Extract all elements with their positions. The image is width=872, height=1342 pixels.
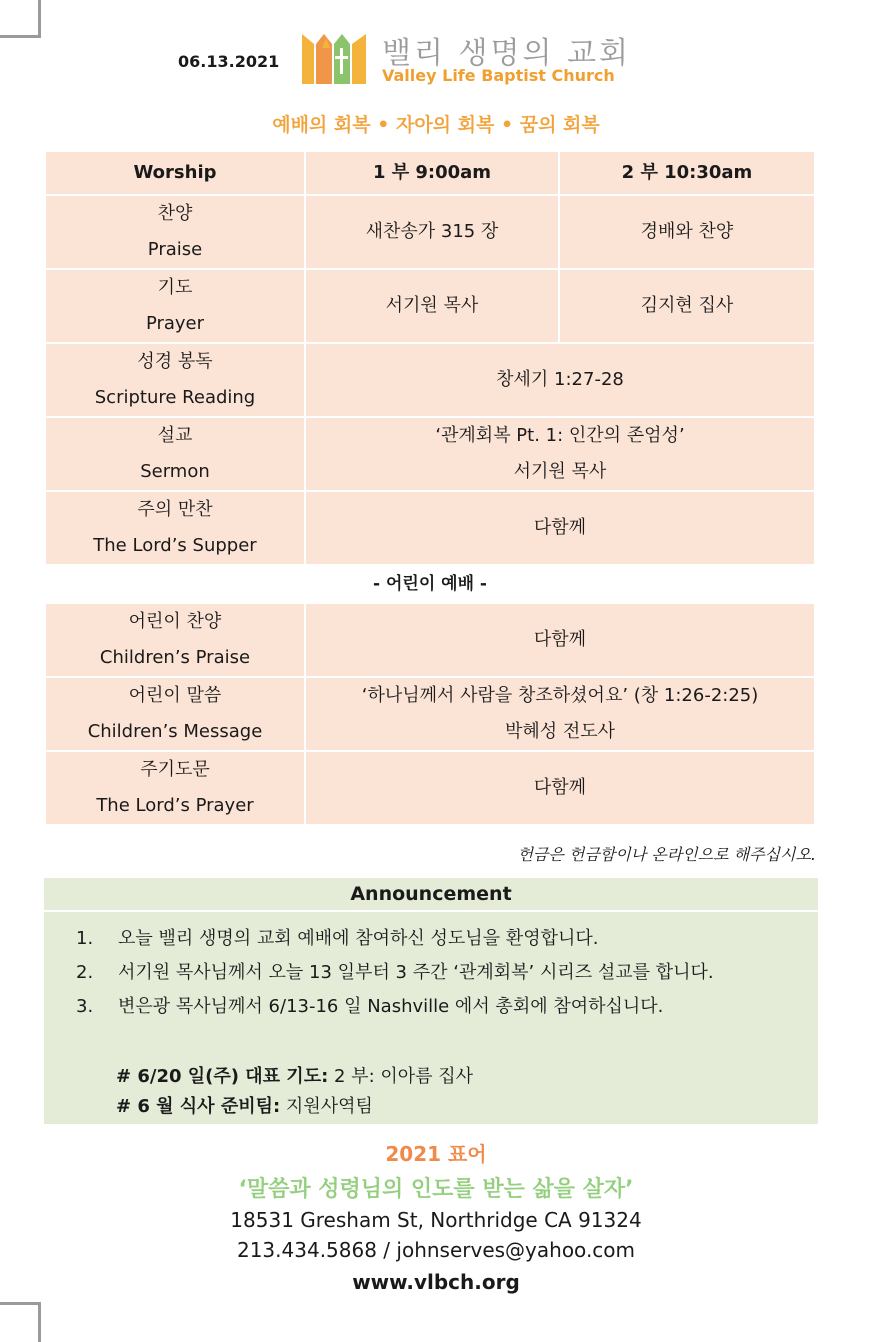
second-service-cell: 김지현 집사: [559, 269, 815, 343]
crop-mark-top-horizontal: [0, 35, 41, 38]
order-label-en: Children’s Message: [87, 721, 263, 742]
announcement-list: [76, 922, 816, 1024]
combined-service-cell: [305, 677, 815, 751]
sermon-title: ‘관계회복 Pt. 1: 인간의 존엄성’: [435, 425, 685, 446]
crop-mark-bottom-vertical: [38, 1302, 41, 1342]
announcement-title: Announcement: [44, 878, 818, 910]
order-label-en: The Lord’s Prayer: [96, 795, 254, 816]
header-second-service: 2 부 10:30am: [559, 151, 815, 195]
children-message-title: ‘하나님께서 사람을 창조하셨어요’ (창 1:26-2:25): [361, 685, 759, 706]
table-header-row: [45, 151, 815, 195]
theme-banner: 예배의 회복 • 자아의 회복 • 꿈의 회복: [272, 114, 600, 136]
order-label-ko: 성경 봉독: [137, 351, 213, 372]
order-label-ko: 기도: [157, 277, 193, 298]
header-first-service: 1 부 9:00am: [305, 151, 559, 195]
announcement-extra: [116, 1062, 473, 1122]
church-name-korean: 밸리 생명의 교회: [382, 36, 631, 71]
second-service-cell: 경배와 찬양: [559, 195, 815, 269]
order-label: [45, 603, 305, 677]
header-worship: Worship: [45, 151, 305, 195]
children-message-speaker: 박혜성 전도사: [504, 721, 616, 742]
table-row: [45, 603, 815, 677]
list-item-number: 3.: [76, 996, 94, 1017]
crop-mark-bottom-horizontal: [0, 1302, 41, 1305]
first-service-cell: 서기원 목사: [305, 269, 559, 343]
order-label-ko: 어린이 말씀: [128, 685, 222, 706]
church-website: www.vlbch.org: [352, 1270, 520, 1294]
order-label-ko: 설교: [157, 425, 193, 446]
meal-value: 지원사역팀: [280, 1096, 373, 1117]
table-row: [45, 195, 815, 269]
table-row: [45, 417, 815, 491]
church-address: 18531 Gresham St, Northridge CA 91324: [230, 1208, 642, 1232]
announcement-box: [44, 912, 818, 1124]
combined-service-cell: 다함께: [305, 603, 815, 677]
meal-team-line: [116, 1092, 473, 1122]
order-label-en: Scripture Reading: [94, 387, 256, 408]
year-motto-title: 2021 표어: [385, 1142, 487, 1166]
list-item-text: 서기원 목사님께서 오늘 13 일부터 3 주간 ‘관계회복’ 시리즈 설교를 합니다.: [118, 962, 714, 983]
table-row: [45, 491, 815, 565]
table-row: [45, 343, 815, 417]
meal-label: # 6 월 식사 준비팀:: [116, 1096, 281, 1117]
order-label: [45, 269, 305, 343]
table-row: [45, 269, 815, 343]
sermon-preacher: 서기원 목사: [513, 461, 607, 482]
church-name-english: Valley Life Baptist Church: [382, 66, 615, 85]
order-label-ko: 어린이 찬양: [128, 611, 222, 632]
order-label-en: Children’s Praise: [99, 647, 251, 668]
order-label: [45, 417, 305, 491]
order-label: [45, 195, 305, 269]
order-label-ko: 찬양: [157, 203, 193, 224]
list-item: [76, 956, 816, 990]
worship-schedule-table: [44, 150, 816, 826]
children-section-label: - 어린이 예배 -: [45, 565, 815, 603]
table-row: [45, 677, 815, 751]
church-window-cross-logo: [300, 30, 370, 86]
order-label-en: The Lord’s Supper: [93, 535, 257, 556]
crop-mark-top-vertical: [38, 0, 41, 38]
list-item-text: 오늘 밸리 생명의 교회 예배에 참여하신 성도님을 환영합니다.: [118, 928, 599, 949]
order-label: [45, 751, 305, 825]
order-label-en: Praise: [147, 239, 203, 260]
order-label-en: Prayer: [145, 313, 205, 334]
prayer-value: 2 부: 이아름 집사: [328, 1066, 474, 1087]
church-contact: 213.434.5868 / johnserves@yahoo.com: [236, 1238, 636, 1262]
combined-service-cell: 다함께: [305, 491, 815, 565]
order-label: [45, 491, 305, 565]
bulletin-date: 06.13.2021: [178, 52, 280, 71]
representative-prayer-line: [116, 1062, 473, 1092]
list-item-number: 2.: [76, 962, 94, 983]
combined-service-cell: 창세기 1:27-28: [305, 343, 815, 417]
prayer-label: # 6/20 일(주) 대표 기도:: [116, 1066, 329, 1087]
order-label-ko: 주기도문: [140, 759, 210, 780]
year-motto-verse: ‘말씀과 성령님의 인도를 받는 삶을 살자’: [238, 1177, 634, 1202]
order-label-en: Sermon: [140, 461, 210, 482]
combined-service-cell: [305, 417, 815, 491]
order-label: [45, 343, 305, 417]
offering-note: 헌금은 헌금함이나 온라인으로 해주십시오.: [517, 845, 816, 864]
children-section-row: [45, 565, 815, 603]
list-item: [76, 990, 816, 1024]
combined-service-cell: 다함께: [305, 751, 815, 825]
list-item-number: 1.: [76, 928, 94, 949]
list-item-text: 변은광 목사님께서 6/13-16 일 Nashville 에서 총회에 참여하십니다.: [118, 996, 664, 1017]
order-label-ko: 주의 만찬: [137, 499, 213, 520]
first-service-cell: 새찬송가 315 장: [305, 195, 559, 269]
order-label: [45, 677, 305, 751]
table-row: [45, 751, 815, 825]
list-item: [76, 922, 816, 956]
